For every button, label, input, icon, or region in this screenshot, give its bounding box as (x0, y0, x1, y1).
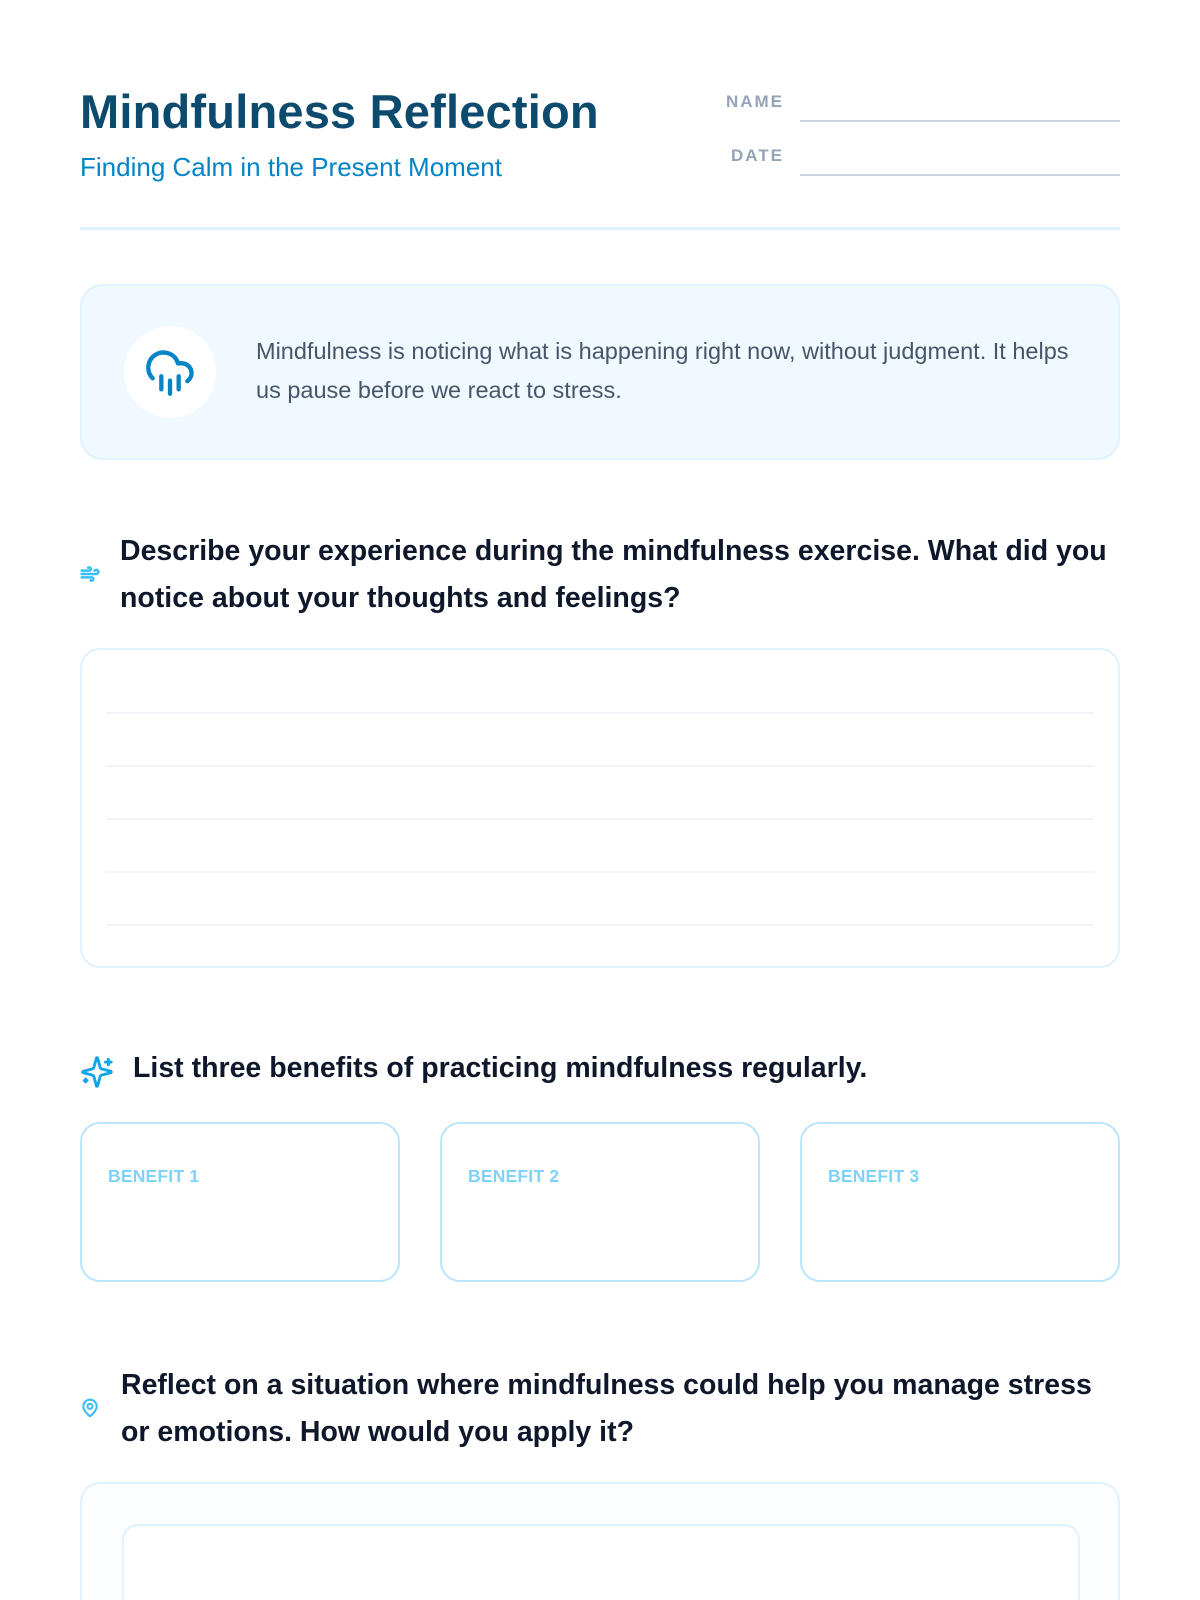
answer-line (106, 712, 1094, 714)
cloud-rain-icon (144, 346, 196, 398)
page-subtitle: Finding Calm in the Present Moment (80, 152, 502, 182)
benefit-label-1: BENEFIT 1 (108, 1166, 200, 1186)
benefits-row (80, 1122, 1120, 1282)
benefit-box-1[interactable] (80, 1122, 400, 1282)
question-3-answer-area (80, 1482, 1120, 1600)
map-pin-icon (80, 1398, 100, 1418)
worksheet-header (80, 78, 1120, 230)
name-line[interactable] (800, 120, 1120, 122)
name-label: NAME (725, 92, 784, 111)
wind-icon (80, 564, 100, 584)
question-1-answer-area[interactable] (80, 648, 1120, 968)
benefit-box-2[interactable] (440, 1122, 760, 1282)
intro-callout (80, 284, 1120, 460)
benefit-label-2: BENEFIT 2 (468, 1166, 560, 1186)
question-2-text: List three benefits of practicing mindfulness regularly. (133, 1052, 868, 1084)
date-field[interactable] (720, 140, 1120, 180)
benefit-box-3[interactable] (800, 1122, 1120, 1282)
page-title: Mindfulness Reflection (80, 85, 599, 138)
answer-line (106, 871, 1094, 873)
benefit-label-3: BENEFIT 3 (828, 1166, 920, 1186)
date-label: DATE (730, 146, 784, 165)
sparkles-icon (80, 1055, 114, 1089)
intro-icon-badge (124, 326, 216, 418)
answer-line (106, 924, 1094, 926)
question-3-text: Reflect on a situation where mindfulness could help you manage stress or emotions. How would you apply it? (121, 1369, 1092, 1448)
date-line[interactable] (800, 174, 1120, 176)
answer-line (106, 765, 1094, 767)
intro-text: Mindfulness is noticing what is happening right now, without judgment. It helps us pause before we react to stress. (256, 338, 1069, 403)
question-3-answer-input[interactable] (122, 1524, 1080, 1600)
answer-line (106, 818, 1094, 820)
worksheet-page (80, 0, 1120, 1600)
question-1-text: Describe your experience during the mindfulness exercise. What did you notice about your thoughts and feelings? (120, 535, 1107, 614)
name-field[interactable] (720, 86, 1120, 126)
